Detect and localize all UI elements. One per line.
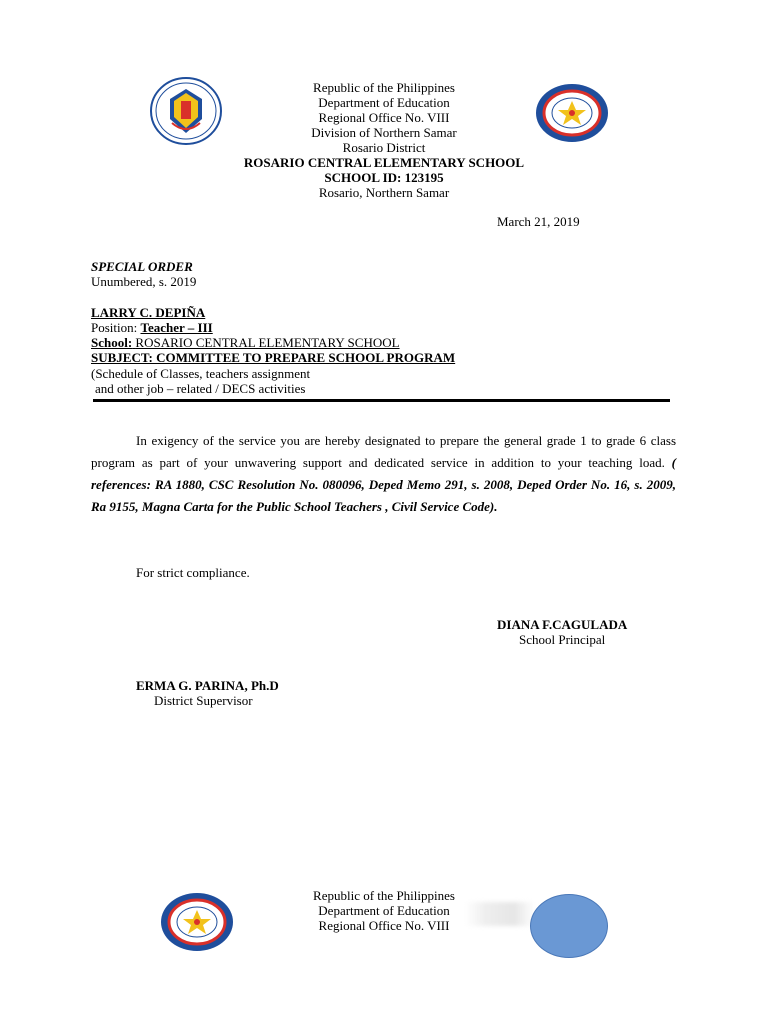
position-value: Teacher – III [140,320,213,335]
header-line-3: Regional Office No. VIII [318,110,450,125]
position-label: Position: [91,320,138,335]
school-label: School: [91,335,133,350]
supervisor-name: ERMA G. PARINA, Ph.D [136,678,279,693]
principal-title: School Principal [519,632,606,647]
next-header-line-1: Republic of the Philippines [313,888,455,903]
recipient-name: LARRY C. DEPIÑA [91,305,206,320]
principal-name: DIANA F.CAGULADA [497,617,628,632]
order-title: SPECIAL ORDER [91,259,193,274]
header-line-4: Division of Northern Samar [311,125,457,140]
subject-note-2: and other job – related / DECS activities [95,381,306,396]
body-paragraph [91,430,676,518]
subject-note-1: (Schedule of Classes, teachers assignment [91,366,311,381]
order-number: Unumbered, s. 2019 [91,274,197,289]
header-line-1: Republic of the Philippines [313,80,455,95]
recipient-school [91,335,400,350]
header-block [200,80,568,200]
blue-oval-shape [530,894,608,958]
body-paragraph-text: In exigency of the service you are hereby designated to prepare the general grade 1 to grade 6 class program as part of your unwavering support and dedicated service in addition to your teaching load. [91,433,676,470]
next-header-line-3: Regional Office No. VIII [318,918,450,933]
body-references: ( references: RA 1880, CSC Resolution No. 080096, Deped Memo 291, s. 2008, Deped Order No. 16, s. 2009, Ra 9155, Magna Carta for the Public School Teachers , Civil Service Code). [91,455,676,514]
compliance-text: For strict compliance. [136,565,250,580]
header-line-2: Department of Education [318,95,450,110]
blurred-region [465,902,535,926]
supervisor-title: District Supervisor [154,693,253,708]
school-location: Rosario, Northern Samar [318,185,450,200]
recipient-position [91,320,213,335]
school-id: SCHOOL ID: 123195 [324,170,444,185]
horizontal-rule [93,399,670,402]
school-value: ROSARIO CENTRAL ELEMENTARY SCHOOL [135,335,400,350]
subject-line: SUBJECT: COMMITTEE TO PREPARE SCHOOL PROGRAM [91,350,456,365]
school-name: ROSARIO CENTRAL ELEMENTARY SCHOOL [243,155,525,170]
deped-seal-right [535,83,609,143]
header-line-5: Rosario District [342,140,426,155]
document-date: March 21, 2019 [497,214,580,229]
next-header-line-2: Department of Education [318,903,450,918]
